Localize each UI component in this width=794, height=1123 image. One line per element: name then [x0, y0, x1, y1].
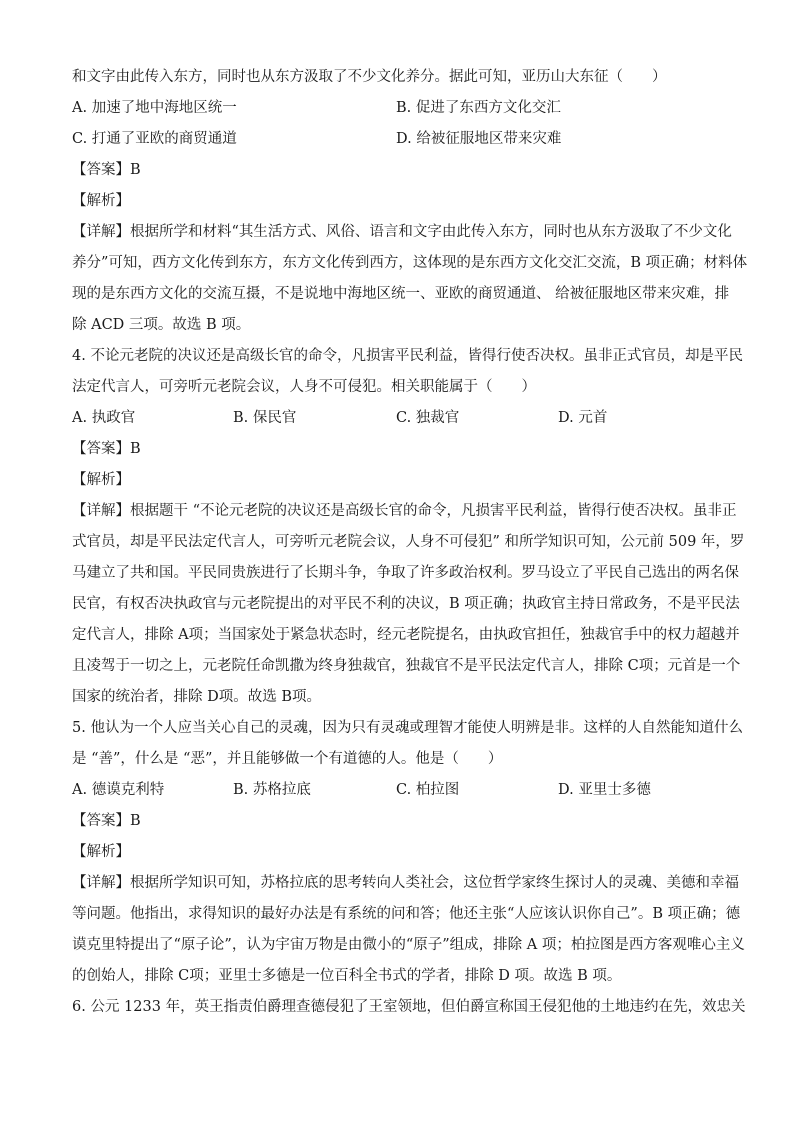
q4-detail-line: 式官员，却是平民法定代言人，可旁听元老院会议，人身不可侵犯” 和所学知识可知，公元前 509 年，罗 [72, 534, 745, 550]
q5-option-b: B. 苏格拉底 [233, 782, 311, 798]
q4-detail-line: 民官，有权否决执政官与元老院提出的对平民不利的决议，B 项正确；执政官主持日常政务，不是平民法 [72, 596, 740, 612]
q4-detail-line: 【详解】根据题干 “不论元老院的决议还是高级长官的命令，凡损害平民利益，皆得行使否决权。虽非正 [72, 503, 737, 519]
q5-option-a: A. 德谟克利特 [72, 782, 165, 798]
q4-option-c: C. 独裁官 [396, 410, 460, 426]
q5-stem-line: 5. 他认为一个人应当关心自己的灵魂，因为只有灵魂或理智才能使人明辨是非。这样的人自然能知道什么 [72, 720, 743, 736]
q3-analysis-label: 【解析】 [72, 193, 130, 209]
q3-detail-line: 除 ACD 三项。故选 B 项。 [72, 317, 251, 333]
q4-detail-line: 国家的统治者，排除 D项。故选 B项。 [72, 689, 321, 705]
q5-detail-line: 等问题。他指出，求得知识的最好办法是有系统的问和答；他还主张“人应该认识你自己”。B 项正确；德 [72, 906, 741, 922]
q5-option-d: D. 亚里士多德 [558, 782, 651, 798]
q3-answer: 【答案】B [72, 162, 141, 178]
q4-detail-line: 且凌驾于一切之上，元老院任命凯撒为终身独裁官，独裁官不是平民法定代言人，排除 C项；元首是一个 [72, 658, 741, 674]
q5-detail-line: 的创始人，排除 C项；亚里士多德是一位百科全书式的学者，排除 D 项。故选 B 项。 [72, 968, 622, 984]
q3-options-row-1 [72, 93, 724, 124]
q3-option-c: C. 打通了亚欧的商贸通道 [72, 131, 237, 147]
q4-detail-line: 定代言人，排除 A项；当国家处于紧急状态时，经元老院提名，由执政官担任，独裁官手中的权力超越并 [72, 627, 740, 643]
q3-option-b: B. 促进了东西方文化交汇 [396, 100, 561, 116]
q4-option-b: B. 保民官 [233, 410, 297, 426]
q5-stem-line: 是 “善”，什么是 “恶”，并且能够做一个有道德的人。他是（ ） [72, 751, 503, 767]
q5-detail-line: 【详解】根据所学知识可知，苏格拉底的思考转向人类社会，这位哲学家终生探讨人的灵魂、美德和幸福 [72, 875, 739, 891]
q5-option-c: C. 柏拉图 [396, 782, 460, 798]
q4-answer: 【答案】B [72, 441, 141, 457]
q5-options-row [72, 775, 724, 806]
q4-detail-line: 马建立了共和国。平民同贵族进行了长期斗争，争取了许多政治权利。罗马设立了平民自己选出的两名保 [72, 565, 739, 581]
q5-analysis-label: 【解析】 [72, 844, 130, 860]
q5-answer: 【答案】B [72, 813, 141, 829]
q3-options-row-2 [72, 124, 724, 155]
q6-stem-line: 6. 公元 1233 年，英王指责伯爵理查德侵犯了王室领地，但伯爵宣称国王侵犯他的土地违约在先，效忠关 [72, 999, 746, 1015]
document-page [72, 62, 748, 1023]
q4-option-d: D. 元首 [558, 410, 608, 426]
q4-stem-line: 法定代言人，可旁听元老院会议，人身不可侵犯。相关职能属于（ ） [72, 379, 536, 395]
q3-option-a: A. 加速了地中海地区统一 [72, 100, 237, 116]
q5-detail-line: 谟克里特提出了“原子论”，认为宇宙万物是由微小的“原子”组成，排除 A 项；柏拉图是西方客观唯心主义 [72, 937, 745, 953]
q3-detail-line: 养分”可知，西方文化传到东方，东方文化传到西方，这体现的是东西方文化交汇交流，B 项正确；材料体 [72, 255, 748, 271]
q4-stem-line: 4. 不论元老院的决议还是高级长官的命令，凡损害平民利益，皆得行使否决权。虽非正式官员，却是平民 [72, 348, 743, 364]
q4-option-a: A. 执政官 [72, 410, 136, 426]
q4-options-row [72, 403, 724, 434]
q3-detail-line: 现的是东西方文化的交流互摄，不是说地中海地区统一、亚欧的商贸通道、 给被征服地区带来灾难，排 [72, 286, 730, 302]
q3-stem-line: 和文字由此传入东方，同时也从东方汲取了不少文化养分。据此可知，亚历山大东征（ ） [72, 69, 667, 85]
q3-detail-line: 【详解】根据所学和材料“其生活方式、风俗、语言和文字由此传入东方，同时也从东方汲取了不少文化 [72, 224, 732, 240]
q4-analysis-label: 【解析】 [72, 472, 130, 488]
q3-option-d: D. 给被征服地区带来灾难 [396, 131, 562, 147]
